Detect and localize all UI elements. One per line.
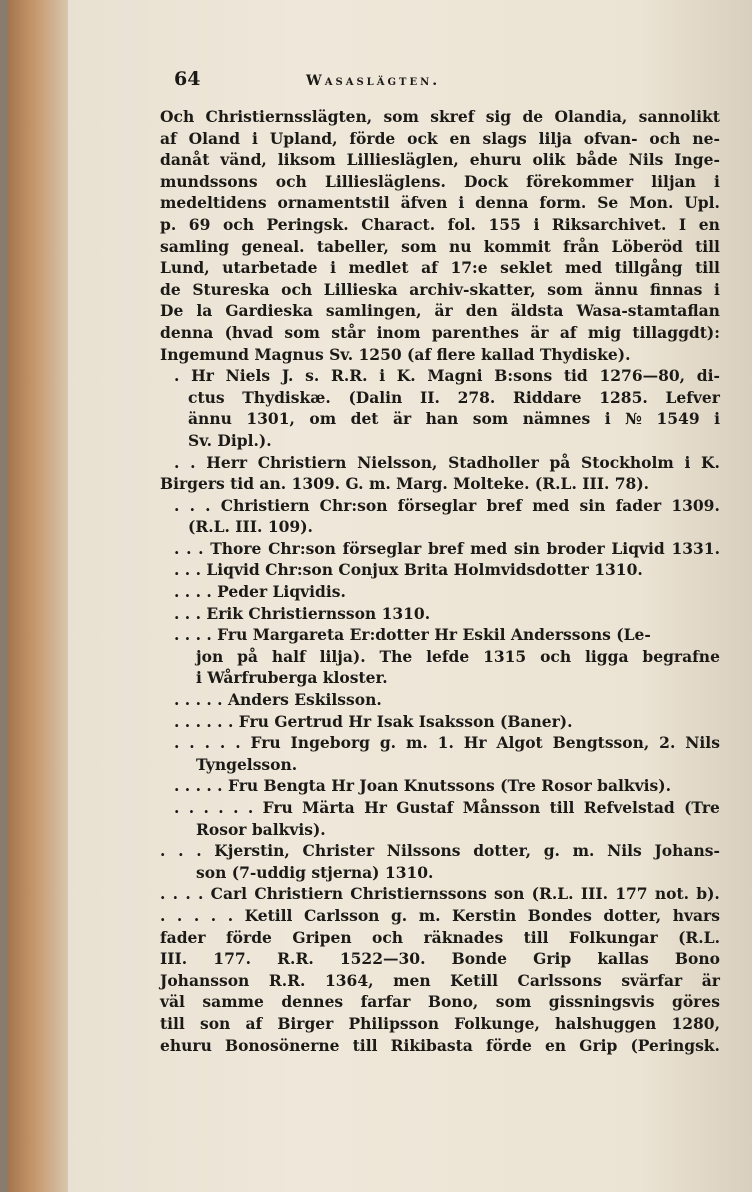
text-line: p. 69 och Peringsk. Charact. fol. 155 i Riksarchivet. I en <box>160 214 720 234</box>
text-line: Birgers tid an. 1309. G. m. Marg. Molteke. (R.L. III. 78). <box>160 474 650 494</box>
text-line: Och Christiernsslägten, som skref sig de Olandia, sannolikt <box>160 107 720 126</box>
text-line: ctus Thydiskæ. (Dalin II. 278. Riddare 1285. Lefver <box>188 387 720 407</box>
text-line: . . . Thore Chr:son förseglar bref med sin broder Liqvid 1331. <box>174 538 720 558</box>
page-edge <box>8 0 68 1192</box>
text-line: Tyngelsson. <box>196 754 298 774</box>
text-line: son (7-uddig stjerna) 1310. <box>196 862 434 882</box>
text-line: medeltidens ornamentstil äfven i denna form. Se Mon. Upl. <box>160 193 720 213</box>
text-line: De la Gardieska samlingen, är den äldsta Wasa-stamtaflan <box>160 301 720 321</box>
text-line: . . . Kjerstin, Christer Nilssons dotter, g. m. Nils Johans- <box>160 841 720 861</box>
text-line: . . . . . Fru Bengta Hr Joan Knutssons (Tre Rosor balkvis). <box>174 776 672 796</box>
text-line: af Oland i Upland, förde ock en slags lilja ofvan- och ne- <box>160 128 720 148</box>
text-line: . . Herr Christiern Nielsson, Stadholler på Stockholm i K. <box>174 452 720 472</box>
text-line: . . . . . Anders Eskilsson. <box>174 690 382 710</box>
text-line: samling geneal. tabeller, som nu kommit från Löberöd till <box>160 236 720 256</box>
text-line: . . . Liqvid Chr:son Conjux Brita Holmvidsdotter 1310. <box>174 560 643 580</box>
text-line: . . . . . Fru Ingeborg g. m. 1. Hr Algot Bengtsson, 2. Nils <box>174 733 720 753</box>
text-line: väl samme dennes farfar Bono, som gissningsvis göres <box>160 992 720 1012</box>
text-line: III. 177. R.R. 1522—30. Bonde Grip kallas Bono <box>160 949 720 969</box>
text-line: . . . . . . Fru Märta Hr Gustaf Månsson till Refvelstad (Tre <box>174 798 720 817</box>
text-line: . . . . Fru Margareta Er:dotter Hr Eskil Anderssons (Le- <box>174 625 651 645</box>
text-line: . . . . Peder Liqvidis. <box>174 582 346 602</box>
text-line: fader förde Gripen och räknades till Folkungar (R.L. <box>160 927 720 947</box>
text-line: danåt vänd, liksom Lilliesläglen, ehuru olik både Nils Inge- <box>160 150 720 170</box>
page-number: 64 <box>174 68 201 90</box>
text-line: ehuru Bonosönerne till Rikibasta förde en Grip (Peringsk. <box>160 1035 720 1055</box>
text-line: mundssons och Lilliesläglens. Dock förekommer liljan i <box>160 171 720 191</box>
text-line: Rosor balkvis). <box>196 819 326 839</box>
page-header <box>160 68 720 106</box>
text-line: jon på half lilja). The lefde 1315 och ligga begrafne <box>196 646 720 666</box>
text-line: till son af Birger Philipsson Folkunge, halshuggen 1280, <box>160 1013 720 1033</box>
text-line: de Stureska och Lillieska archiv-skatter, som ännu finnas i <box>160 279 720 299</box>
text-line: . . . . . . Fru Gertrud Hr Isak Isaksson (Baner). <box>174 711 573 731</box>
text-line: Johansson R.R. 1364, men Ketill Carlssons svärfar är <box>160 970 720 990</box>
text-line: . . . Erik Christiernsson 1310. <box>174 603 431 623</box>
text-line: . Hr Niels J. s. R.R. i K. Magni B:sons tid 1276—80, di- <box>174 366 720 386</box>
text-line: . . . . Carl Christiern Christiernssons son (R.L. III. 177 not. b). <box>160 884 720 904</box>
text-line: . . . . . Ketill Carlsson g. m. Kerstin Bondes dotter, hvars <box>160 905 720 925</box>
text-line: Ingemund Magnus Sv. 1250 (af flere kallad Thydiske). <box>160 344 631 364</box>
text-line: . . . Christiern Chr:son förseglar bref med sin fader 1309. <box>174 495 720 515</box>
text-line: i Wårfruberga kloster. <box>196 668 388 688</box>
page-text <box>160 68 720 1056</box>
running-title: Wasaslägten. <box>306 73 441 89</box>
text-line: (R.L. III. 109). <box>188 517 313 537</box>
text-line: denna (hvad som står inom parenthes är af mig tillaggdt): <box>160 322 720 342</box>
text-line: ännu 1301, om det är han som nämnes i № 1549 i <box>188 409 720 429</box>
text-line: Lund, utarbetade i medlet af 17:e seklet med tillgång till <box>160 258 720 278</box>
text-line: Sv. Dipl.). <box>188 430 272 450</box>
book-page <box>8 0 752 1192</box>
